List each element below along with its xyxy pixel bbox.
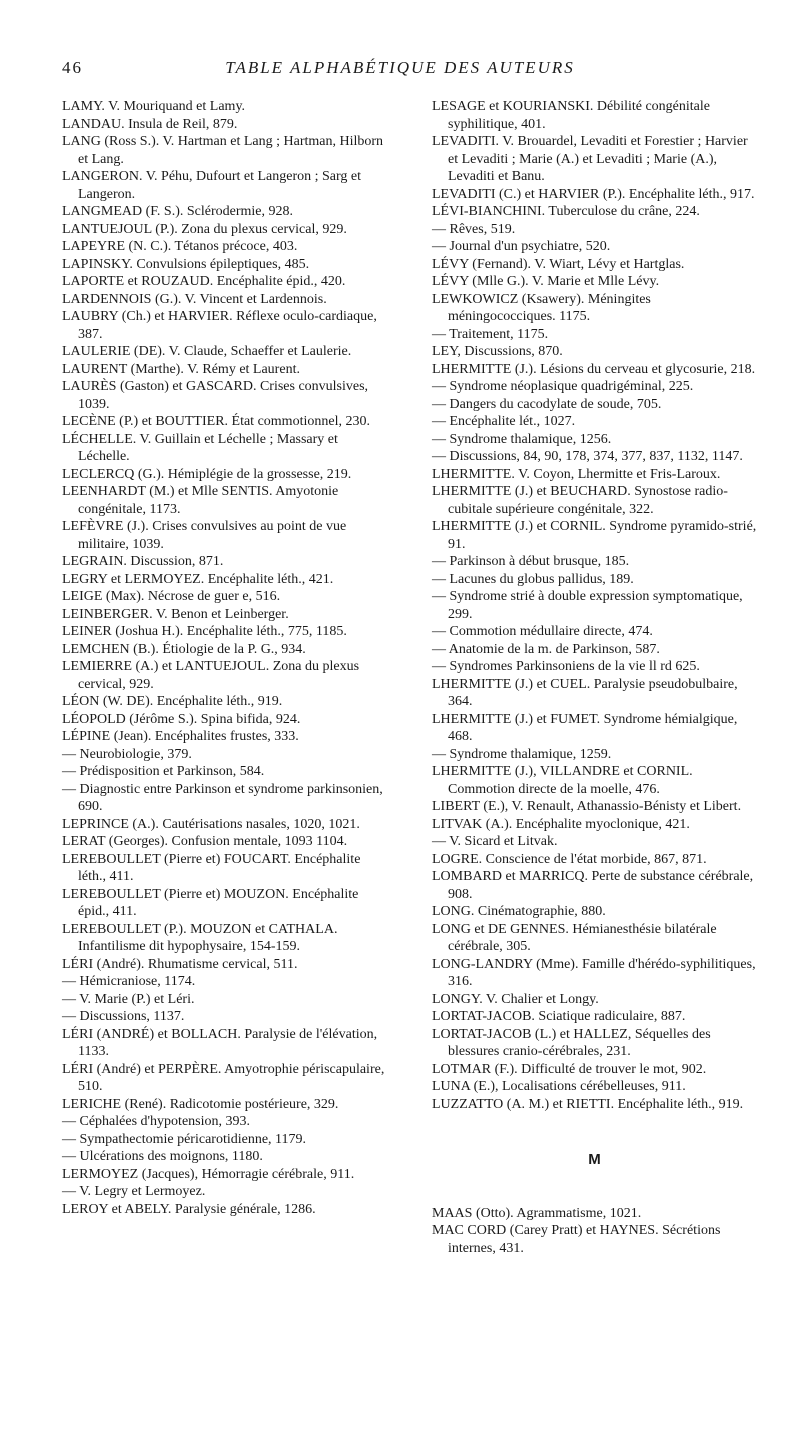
index-entry: LEGRY et LERMOYEZ. Encéphalite léth., 421. bbox=[62, 571, 334, 587]
index-entry: LEREBOULLET (P.). MOUZON et CATHALA. Infantilisme dit hypophysaire, 154-159. bbox=[62, 921, 338, 954]
index-entry: LONG. Cinématographie, 880. bbox=[432, 904, 606, 919]
index-entry: LEREBOULLET (Pierre et) FOUCART. Encéphalite léth., 411. bbox=[62, 851, 361, 884]
index-entry: — Syndrome thalamique, 1256. bbox=[432, 431, 612, 447]
index-entry: LÉVY (Mlle G.). V. Marie et Mlle Lévy. bbox=[432, 274, 660, 289]
index-entry: LAUBRY (Ch.) et HARVIER. Réflexe oculo-cardiaque, 387. bbox=[62, 309, 377, 342]
index-entry: — Encéphalite lét., 1027. bbox=[432, 414, 576, 429]
index-entry: — V. Sicard et Litvak. bbox=[432, 834, 558, 849]
index-entry: LHERMITTE (J.), VILLANDRE et CORNIL. Commotion directe de la moelle, 476. bbox=[432, 764, 693, 797]
index-entry: LÉOPOLD (Jérôme S.). Spina bifida, 924. bbox=[62, 711, 301, 727]
index-entry: — V. Legry et Lermoyez. bbox=[62, 1184, 206, 1199]
index-entry: LEREBOULLET (Pierre et) MOUZON. Encéphalite épid., 411. bbox=[62, 886, 359, 919]
index-entry: LONG-LANDRY (Mme). Famille d'hérédo-syphilitiques, 316. bbox=[432, 956, 756, 989]
index-entry: LAULERIE (DE). V. Claude, Schaeffer et Laulerie. bbox=[62, 344, 352, 359]
index-entry: — Neurobiologie, 379. bbox=[62, 746, 192, 762]
index-entry: MAC CORD (Carey Pratt) et HAYNES. Sécrétions internes, 431. bbox=[432, 1223, 721, 1256]
index-entry: LERICHE (René). Radicotomie postérieure, 329. bbox=[62, 1096, 339, 1112]
index-entry: LEFÈVRE (J.). Crises convulsives au point de vue militaire, 1039. bbox=[62, 519, 347, 552]
index-entry: LEPRINCE (A.). Cautérisations nasales, 1020, 1021. bbox=[62, 816, 360, 832]
index-entry: — Commotion médullaire directe, 474. bbox=[432, 624, 653, 639]
index-entry: LEENHARDT (M.) et Mlle SENTIS. Amyotonie congénitale, 1173. bbox=[62, 484, 339, 517]
index-entry: LECÈNE (P.) et BOUTTIER. État commotionnel, 230. bbox=[62, 414, 370, 429]
index-entry: LOGRE. Conscience de l'état morbide, 867, 871. bbox=[432, 851, 707, 867]
index-entry: LEVADITI (C.) et HARVIER (P.). Encéphalite léth., 917. bbox=[432, 186, 755, 202]
index-entry: LÉVY (Fernand). V. Wiart, Lévy et Hartglas. bbox=[432, 256, 685, 272]
page-number: 46 bbox=[62, 58, 83, 77]
index-entry: LANGMEAD (F. S.). Sclérodermie, 928. bbox=[62, 204, 294, 219]
left-column bbox=[62, 98, 387, 1218]
index-entry: — Ulcérations des moignons, 1180. bbox=[62, 1149, 263, 1164]
index-entry: — Syndrome strié à double expression symptomatique, 299. bbox=[432, 589, 743, 622]
index-entry: LEVADITI. V. Brouardel, Levaditi et Forestier ; Harvier et Levaditi ; Marie (A.) et Levaditi ; Marie (A.), Levaditi et Banu. bbox=[432, 134, 748, 184]
index-entry: LHERMITTE. V. Coyon, Lhermitte et Fris-Laroux. bbox=[432, 466, 721, 482]
index-entry: LITVAK (A.). Encéphalite myoclonique, 421. bbox=[432, 816, 690, 832]
index-entry: LONGY. V. Chalier et Longy. bbox=[432, 991, 599, 1007]
index-entry: LERMOYEZ (Jacques), Hémorragie cérébrale, 911. bbox=[62, 1166, 355, 1182]
index-entry: LAPORTE et ROUZAUD. Encéphalite épid., 420. bbox=[62, 274, 346, 289]
index-entry: LOMBARD et MARRICQ. Perte de substance cérébrale, 908. bbox=[432, 869, 754, 902]
index-entry: LARDENNOIS (G.). V. Vincent et Lardennois. bbox=[62, 291, 327, 307]
index-entry: LÉRI (André) et PERPÈRE. Amyotrophie périscapulaire, 510. bbox=[62, 1061, 385, 1094]
index-entry: LEMIERRE (A.) et LANTUEJOUL. Zona du plexus cervical, 929. bbox=[62, 659, 360, 692]
index-entry: LÉVI-BIANCHINI. Tuberculose du crâne, 224. bbox=[432, 204, 700, 219]
index-entry: LANGERON. V. Péhu, Dufourt et Langeron ; Sarg et Langeron. bbox=[62, 169, 362, 202]
index-entry: — Sympathectomie péricarotidienne, 1179. bbox=[62, 1131, 307, 1147]
index-entry: LANTUEJOUL (P.). Zona du plexus cervical, 929. bbox=[62, 221, 347, 237]
index-entry: LANG (Ross S.). V. Hartman et Lang ; Hartman, Hilborn et Lang. bbox=[62, 134, 384, 167]
index-entry: LUZZATTO (A. M.) et RIETTI. Encéphalite léth., 919. bbox=[432, 1096, 744, 1112]
index-entry: LEROY et ABELY. Paralysie générale, 1286. bbox=[62, 1201, 316, 1217]
index-entry: — Syndrome néoplasique quadrigéminal, 225. bbox=[432, 379, 694, 394]
index-entry: LECLERCQ (G.). Hémiplégie de la grossesse, 219. bbox=[62, 466, 352, 482]
index-entry: LONG et DE GENNES. Hémianesthésie bilatérale cérébrale, 305. bbox=[432, 921, 717, 954]
index-entry: — Syndromes Parkinsoniens de la vie ll rd 625. bbox=[432, 659, 700, 674]
index-entry: — Rêves, 519. bbox=[432, 221, 516, 237]
index-entry: LHERMITTE (J.). Lésions du cerveau et glycosurie, 218. bbox=[432, 361, 756, 377]
index-entry: LESAGE et KOURIANSKI. Débilité congénitale syphilitique, 401. bbox=[432, 99, 710, 132]
index-entry: LUNA (E.), Localisations cérébelleuses, 911. bbox=[432, 1079, 686, 1094]
index-entry: LHERMITTE (J.) et CORNIL. Syndrome pyramido-strié, 91. bbox=[432, 519, 757, 552]
index-entry: — Journal d'un psychiatre, 520. bbox=[432, 239, 611, 254]
index-entry: — Hémicraniose, 1174. bbox=[62, 974, 196, 989]
index-entry: LEGRAIN. Discussion, 871. bbox=[62, 554, 224, 569]
index-entry: — Lacunes du globus pallidus, 189. bbox=[432, 571, 634, 587]
index-entry: — V. Marie (P.) et Léri. bbox=[62, 991, 195, 1007]
index-entry: — Dangers du cacodylate de soude, 705. bbox=[432, 396, 662, 412]
running-title: TABLE ALPHABÉTIQUE DES AUTEURS bbox=[225, 58, 575, 77]
index-entry: LEY, Discussions, 870. bbox=[432, 344, 563, 359]
index-entry: LORTAT-JACOB (L.) et HALLEZ, Séquelles des blessures cranio-cérébrales, 231. bbox=[432, 1026, 711, 1059]
index-entry: MAAS (Otto). Agrammatisme, 1021. bbox=[432, 1205, 642, 1221]
index-entry: LERAT (Georges). Confusion mentale, 1093 1104. bbox=[62, 834, 348, 849]
index-entry: LEINBERGER. V. Benon et Leinberger. bbox=[62, 606, 289, 622]
section-letter: M bbox=[588, 1151, 601, 1168]
index-entry: LÉPINE (Jean). Encéphalites frustes, 333. bbox=[62, 729, 299, 744]
index-entry: — Prédisposition et Parkinson, 584. bbox=[62, 764, 265, 779]
index-entry: LHERMITTE (J.) et FUMET. Syndrome hémialgique, 468. bbox=[432, 711, 738, 744]
index-entry: LIBERT (E.), V. Renault, Athanassio-Bénisty et Libert. bbox=[432, 799, 742, 814]
index-entry: — Parkinson à début brusque, 185. bbox=[432, 554, 630, 569]
index-entry: LORTAT-JACOB. Sciatique radiculaire, 887. bbox=[432, 1009, 686, 1024]
index-entry: — Discussions, 84, 90, 178, 374, 377, 837, 1132, 1147. bbox=[432, 449, 743, 464]
index-entry: LÉRI (André). Rhumatisme cervical, 511. bbox=[62, 956, 298, 972]
right-column-entries bbox=[432, 98, 757, 1113]
m-section-entries bbox=[432, 1205, 757, 1258]
index-entry: — Syndrome thalamique, 1259. bbox=[432, 746, 612, 762]
index-entry: LHERMITTE (J.) et CUEL. Paralysie pseudobulbaire, 364. bbox=[432, 676, 738, 709]
index-entry: — Anatomie de la m. de Parkinson, 587. bbox=[432, 641, 660, 657]
index-entry: LÉON (W. DE). Encéphalite léth., 919. bbox=[62, 694, 283, 709]
index-entry: LOTMAR (F.). Difficulté de trouver le mot, 902. bbox=[432, 1061, 707, 1077]
index-entry: LAPEYRE (N. C.). Tétanos précoce, 403. bbox=[62, 239, 298, 254]
index-entry: LANDAU. Insula de Reil, 879. bbox=[62, 116, 238, 132]
page-header bbox=[62, 58, 738, 88]
index-entry: — Discussions, 1137. bbox=[62, 1009, 185, 1024]
index-entry: — Diagnostic entre Parkinson et syndrome parkinsonien, 690. bbox=[62, 781, 383, 814]
index-entry: LAPINSKY. Convulsions épileptiques, 485. bbox=[62, 256, 310, 272]
index-entry: LAURÈS (Gaston) et GASCARD. Crises convulsives, 1039. bbox=[62, 379, 369, 412]
index-entry: LHERMITTE (J.) et BEUCHARD. Synostose radio-cubitale supérieure congénitale, 322. bbox=[432, 484, 728, 517]
index-entry: LEINER (Joshua H.). Encéphalite léth., 775, 1185. bbox=[62, 624, 347, 639]
index-entry: LEIGE (Max). Nécrose de guer e, 516. bbox=[62, 589, 281, 604]
right-column bbox=[432, 98, 757, 1257]
index-entry: — Céphalées d'hypotension, 393. bbox=[62, 1114, 250, 1129]
index-entry: — Traitement, 1175. bbox=[432, 326, 549, 342]
index-entry: LAMY. V. Mouriquand et Lamy. bbox=[62, 99, 246, 114]
index-entry: LÉRI (ANDRÉ) et BOLLACH. Paralysie de l'élévation, 1133. bbox=[62, 1026, 378, 1059]
index-entry: LÉCHELLE. V. Guillain et Léchelle ; Massary et Léchelle. bbox=[62, 431, 338, 464]
index-entry: LEMCHEN (B.). Étiologie de la P. G., 934. bbox=[62, 641, 306, 657]
index-entry: LEWKOWICZ (Ksawery). Méningites méningococciques. 1175. bbox=[432, 291, 651, 324]
index-entry: LAURENT (Marthe). V. Rémy et Laurent. bbox=[62, 361, 300, 377]
